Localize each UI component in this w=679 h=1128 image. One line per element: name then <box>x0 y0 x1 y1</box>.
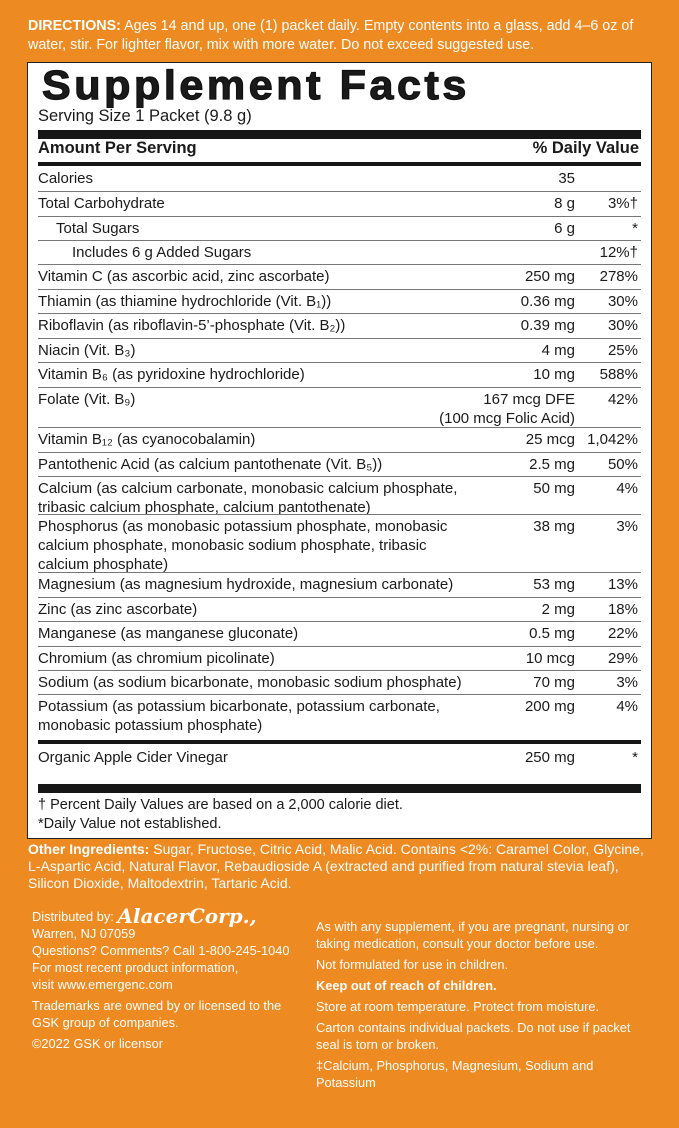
nutrient-row <box>38 362 641 383</box>
thick-divider <box>38 130 641 139</box>
nutrient-row <box>38 313 641 334</box>
nutrient-amount: 200 mg <box>524 698 575 715</box>
trademarks-line-1: Trademarks are owned by or licensed to the <box>32 998 282 1013</box>
website-line: visit www.emergenc.com <box>32 977 173 992</box>
nutrient-row <box>38 387 641 427</box>
nutrient-amount: 6 g <box>554 220 575 237</box>
nutrient-amount: 4 mg <box>541 342 575 359</box>
nutrient-name: Organic Apple Cider Vinegar <box>38 749 228 766</box>
nutrient-amount: 70 mg <box>533 674 575 691</box>
nutrient-amount: 2.5 mg <box>529 456 575 473</box>
nutrient-row <box>38 338 641 359</box>
nutrient-row <box>38 452 641 473</box>
keep-out-of-reach: Keep out of reach of children. <box>316 978 497 993</box>
serving-size: Serving Size 1 Packet (9.8 g) <box>38 107 252 125</box>
nutrient-daily-value: 13% <box>607 576 638 593</box>
nutrient-name: Manganese (as manganese gluconate) <box>38 625 299 642</box>
nutrient-daily-value: 4% <box>616 480 638 497</box>
amount-per-serving-header: Amount Per Serving <box>38 139 197 157</box>
nutrient-name: Total Sugars <box>56 220 140 237</box>
nutrient-daily-value: 3%† <box>607 195 638 212</box>
nutrient-name: Vitamin B₆ (as pyridoxine hydrochloride) <box>38 366 305 383</box>
nutrient-row <box>38 514 641 573</box>
nutrient-daily-value: 18% <box>607 601 638 618</box>
section-divider <box>38 740 641 744</box>
nutrient-row <box>38 646 641 667</box>
nutrient-daily-value: * <box>632 220 638 237</box>
minerals-note: ‡Calcium, Phosphorus, Magnesium, Sodium and Potassium <box>316 1058 594 1090</box>
distributed-by-label: Distributed by: <box>32 909 118 924</box>
nutrient-daily-value: 12%† <box>599 244 638 261</box>
nutrient-row <box>38 216 641 237</box>
nutrient-row <box>38 264 641 285</box>
footnote-percent-dv: † Percent Daily Values are based on a 2,000 calorie diet. <box>38 797 403 813</box>
nutrient-row <box>38 289 641 310</box>
nutrient-daily-value: 3% <box>616 518 638 535</box>
nutrient-daily-value: 1,042% <box>587 431 638 448</box>
more-info-line-1: For most recent product information, <box>32 960 239 975</box>
other-ingredients-label: Other Ingredients: <box>28 841 150 857</box>
warning-line-2: taking medication, consult your doctor before use. <box>316 936 599 951</box>
nutrient-name: Magnesium (as magnesium hydroxide, magnesium carbonate) <box>38 576 454 593</box>
nutrient-name: Total Carbohydrate <box>38 195 165 212</box>
nutrient-amount: 38 mg <box>533 518 575 535</box>
nutrient-name: Potassium (as potassium bicarbonate, potassium carbonate, monobasic potassium phosphate) <box>38 698 440 734</box>
nutrient-amount: 0.5 mg <box>529 625 575 642</box>
nutrient-daily-value: 3% <box>616 674 638 691</box>
other-ingredients <box>28 841 653 892</box>
nutrient-name: Vitamin B₁₂ (as cyanocobalamin) <box>38 431 256 448</box>
nutrient-name: Phosphorus (as monobasic potassium phosphate, monobasic calcium phosphate, monobasic sodium phosphate, tribasic calcium phosphate) <box>38 518 448 573</box>
nutrient-name: Sodium (as sodium bicarbonate, monobasic sodium phosphate) <box>38 674 462 691</box>
supplement-facts-panel <box>27 62 652 839</box>
carton-note-1: Carton contains individual packets. Do not use if packet <box>316 1020 631 1035</box>
nutrient-daily-value: 30% <box>607 293 638 310</box>
header-divider <box>38 162 641 166</box>
nutrient-name: Pantothenic Acid (as calcium pantothenate (Vit. B₅)) <box>38 456 383 473</box>
copyright: ©2022 GSK or licensor <box>32 1036 164 1051</box>
nutrient-amount: 10 mcg <box>525 650 575 667</box>
nutrient-name: Chromium (as chromium picolinate) <box>38 650 275 667</box>
nutrient-name: Thiamin (as thiamine hydrochloride (Vit. B₁)) <box>38 293 332 310</box>
nutrient-name: Vitamin C (as ascorbic acid, zinc ascorbate) <box>38 268 330 285</box>
nutrient-amount: 35 <box>558 170 575 187</box>
nutrient-row <box>38 694 641 734</box>
nutrient-daily-value: 22% <box>607 625 638 642</box>
nutrient-amount: 10 mg <box>533 366 575 383</box>
not-for-children: Not formulated for use in children. <box>316 957 509 972</box>
bottom-divider <box>38 784 641 793</box>
nutrient-name: Riboflavin (as riboflavin-5’-phosphate (Vit. B₂)) <box>38 317 346 334</box>
nutrient-name: Niacin (Vit. B₃) <box>38 342 136 359</box>
nutrient-amount: 250 mg <box>524 749 575 766</box>
nutrient-name: Includes 6 g Added Sugars <box>72 244 252 261</box>
nutrient-row <box>38 572 641 593</box>
warnings-info <box>316 918 636 1091</box>
alacer-logo: AlacerCorp., <box>117 904 257 928</box>
nutrient-amount: 2 mg <box>541 601 575 618</box>
footnote-dv-not-established: *Daily Value not established. <box>38 816 222 832</box>
warning-line-1: As with any supplement, if you are pregnant, nursing or <box>316 919 629 934</box>
nutrient-row <box>38 240 641 261</box>
nutrient-name: Zinc (as zinc ascorbate) <box>38 601 198 618</box>
nutrient-daily-value: 29% <box>607 650 638 667</box>
nutrient-amount: 8 g <box>554 195 575 212</box>
nutrient-row <box>38 427 641 448</box>
nutrient-row <box>38 476 641 516</box>
storage-note: Store at room temperature. Protect from moisture. <box>316 999 600 1014</box>
directions-label: DIRECTIONS: <box>28 18 121 34</box>
nutrient-daily-value: 50% <box>607 456 638 473</box>
nutrient-daily-value: * <box>632 749 638 766</box>
nutrient-row <box>38 621 641 642</box>
nutrient-row <box>38 191 641 212</box>
nutrient-amount: 250 mg <box>524 268 575 285</box>
distributor-info <box>32 904 302 1052</box>
nutrient-amount: 167 mcg DFE (100 mcg Folic Acid) <box>439 391 575 427</box>
nutrient-name: Folate (Vit. B₉) <box>38 391 136 408</box>
contact-phone: Questions? Comments? Call 1-800-245-1040 <box>32 943 290 958</box>
nutrient-name: Calories <box>38 170 94 187</box>
address: Warren, NJ 07059 <box>32 926 136 941</box>
nutrient-amount: 0.39 mg <box>520 317 575 334</box>
carton-note-2: seal is torn or broken. <box>316 1037 440 1052</box>
nutrient-daily-value: 4% <box>616 698 638 715</box>
nutrient-amount: 50 mg <box>533 480 575 497</box>
nutrient-daily-value: 278% <box>599 268 638 285</box>
directions-body: Ages 14 and up, one (1) packet daily. Empty contents into a glass, add 4–6 oz of water, stir. For lighter flavor, mix with more water. Do not exceed suggested use. <box>28 18 634 53</box>
nutrient-daily-value: 25% <box>607 342 638 359</box>
nutrient-daily-value: 42% <box>607 391 638 408</box>
trademarks-line-2: GSK group of companies. <box>32 1015 179 1030</box>
nutrient-amount: 25 mcg <box>525 431 575 448</box>
facts-title: Supplement Facts <box>42 62 470 108</box>
other-ingredients-text: Sugar, Fructose, Citric Acid, Malic Acid. Contains <2%: Caramel Color, Glycine, L-Aspartic Acid, Natural Flavor, Rebaudioside A (extracted and purified from natural stevia leaf), Silicon Dioxide, Maltodextrin, Tartaric Acid. <box>28 841 644 891</box>
nutrient-row <box>38 597 641 618</box>
nutrient-row <box>38 670 641 691</box>
nutrient-amount: 0.36 mg <box>520 293 575 310</box>
nutrient-name: Calcium (as calcium carbonate, monobasic calcium phosphate, tribasic calcium phosphate, calcium pantothenate) <box>38 480 458 516</box>
nutrient-daily-value: 588% <box>599 366 638 383</box>
nutrient-daily-value: 30% <box>607 317 638 334</box>
nutrient-amount: 53 mg <box>533 576 575 593</box>
directions-text <box>28 17 658 55</box>
daily-value-header: % Daily Value <box>532 139 639 157</box>
